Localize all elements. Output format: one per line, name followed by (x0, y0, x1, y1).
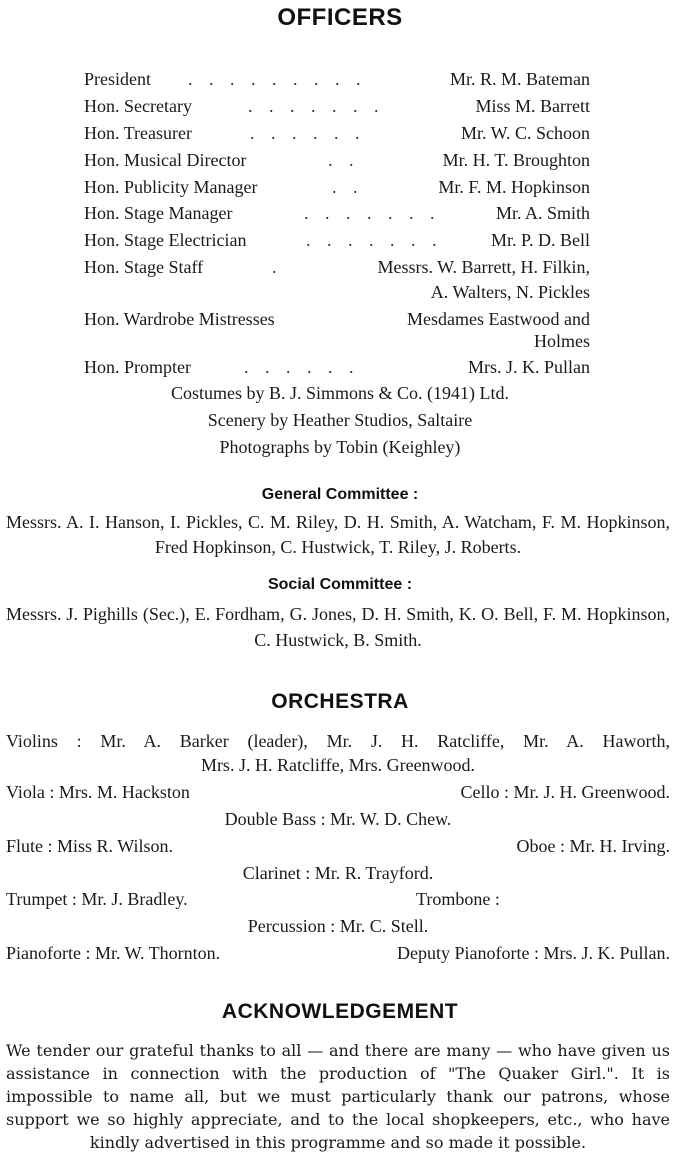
flute-text: Flute : Miss R. Wilson. (6, 836, 173, 856)
orchestra-trumpet-trombone (6, 886, 670, 912)
acknowledgement-text: We tender our grateful thanks to all — and there are many — who have given us assistance in connection with the production of "The Quaker Girl.". It is impossible to name all, but we must particularly thank our patrons, whose support we so highly appreciate, and to the local shopkeepers, etc., who have kindly advertised in this programme and so made it possible. (6, 1041, 670, 1152)
leader-dots: . (272, 257, 283, 277)
officer-role: Hon. Stage Electrician (84, 230, 247, 250)
officer-row-secretary (84, 93, 590, 120)
orchestra-double-bass (6, 806, 670, 832)
officer-name: Miss M. Barrett (475, 96, 590, 116)
officer-row-treasurer (84, 120, 590, 147)
officer-name: Mr. P. D. Bell (490, 230, 590, 250)
deputy-pianoforte-text: Deputy Pianoforte : Mrs. J. K. Pullan. (397, 943, 670, 963)
officer-name-line1: Mesdames Eastwood and (407, 309, 590, 329)
officer-name: Mr. H. T. Broughton (442, 150, 590, 170)
officer-name-line1: Messrs. W. Barrett, H. Filkin, (377, 257, 590, 277)
violins-text: Violins : Mr. A. Barker (leader), Mr. J. H. Ratcliffe, Mr. A. Haworth, (6, 731, 670, 751)
officer-name: Mr. R. M. Bateman (450, 69, 590, 89)
orchestra-heading: ORCHESTRA (271, 690, 409, 713)
orchestra-viola-cello (6, 779, 670, 805)
officer-role: Hon. Stage Staff (84, 257, 204, 277)
officer-name: Mr. W. C. Schoon (460, 123, 590, 143)
leader-dots: . . . . . . . (248, 96, 385, 116)
officer-name-line2: Holmes (534, 331, 590, 351)
leader-dots: . . . . . . . (306, 230, 443, 250)
orchestra-violins-line2 (6, 752, 670, 778)
percussion-text: Percussion : Mr. C. Stell. (247, 916, 429, 936)
social-committee-heading: Social Committee : (267, 576, 413, 593)
orchestra-clarinet (6, 860, 670, 886)
officer-row-stage-electrician (84, 227, 590, 254)
double-bass-text: Double Bass : Mr. W. D. Chew. (224, 809, 452, 829)
oboe-text: Oboe : Mr. H. Irving. (516, 836, 670, 856)
officer-row-president (84, 66, 590, 93)
leader-dots: . . . . . . . . . (188, 69, 367, 89)
viola-text: Viola : Mrs. M. Hackston (6, 782, 190, 802)
officer-row-stage-manager (84, 200, 590, 227)
trombone-text: Trombone : (416, 889, 500, 909)
leader-dots: . . (332, 177, 364, 197)
trumpet-text: Trumpet : Mr. J. Bradley. (6, 889, 188, 909)
leader-dots: . . . . . . (244, 357, 360, 377)
officer-role: Hon. Treasurer (84, 123, 192, 143)
officer-row-prompter (84, 354, 590, 381)
officer-name: Mr. F. M. Hopkinson (438, 177, 590, 197)
general-committee-members: Messrs. A. I. Hanson, I. Pickles, C. M. Riley, D. H. Smith, A. Watcham, F. M. Hopkinson, Fred Hopkinson, C. Hustwick, T. Riley, J. Roberts. (6, 512, 670, 557)
cello-text: Cello : Mr. J. H. Greenwood. (460, 782, 670, 802)
credit-costumes: Costumes by B. J. Simmons & Co. (1941) Ltd. (170, 383, 510, 403)
officer-role: Hon. Musical Director (84, 150, 247, 170)
officer-name: Mr. A. Smith (495, 203, 590, 223)
officer-row-wardrobe (84, 306, 590, 356)
officer-role: Hon. Prompter (84, 357, 191, 377)
officer-row-publicity-manager (84, 174, 590, 201)
leader-dots: . . . . . . . (304, 203, 441, 223)
credit-scenery: Scenery by Heather Studios, Saltaire (207, 410, 473, 430)
leader-dots: . . (328, 150, 360, 170)
credit-photographs: Photographs by Tobin (Keighley) (219, 437, 461, 457)
officer-role: Hon. Publicity Manager (84, 177, 258, 197)
officer-role: President (84, 69, 151, 89)
officers-heading: OFFICERS (277, 4, 403, 31)
social-committee-members: Messrs. J. Pighills (Sec.), E. Fordham, G. Jones, D. H. Smith, K. O. Bell, F. M. Hopkinson, C. Hustwick, B. Smith. (6, 604, 670, 650)
general-committee-heading: General Committee : (261, 486, 419, 503)
acknowledgement-heading: ACKNOWLEDGEMENT (221, 1000, 459, 1023)
leader-dots: . . . . . . (250, 123, 366, 143)
officer-row-musical-director (84, 147, 590, 174)
officer-role: Hon. Wardrobe Mistresses (84, 309, 275, 329)
officer-row-stage-staff (84, 254, 590, 304)
pianoforte-text: Pianoforte : Mr. W. Thornton. (6, 943, 221, 963)
officer-name-line2: A. Walters, N. Pickles (430, 282, 590, 302)
clarinet-text: Clarinet : Mr. R. Trayford. (242, 863, 434, 883)
orchestra-violins-line1 (6, 728, 670, 754)
orchestra-pianoforte (6, 940, 670, 966)
officer-role: Hon. Stage Manager (84, 203, 233, 223)
orchestra-flute-oboe (6, 833, 670, 859)
orchestra-percussion (6, 913, 670, 939)
officer-role: Hon. Secretary (84, 96, 192, 116)
officer-name: Mrs. J. K. Pullan (467, 357, 590, 377)
violins-text-cont: Mrs. J. H. Ratcliffe, Mrs. Greenwood. (200, 755, 476, 775)
